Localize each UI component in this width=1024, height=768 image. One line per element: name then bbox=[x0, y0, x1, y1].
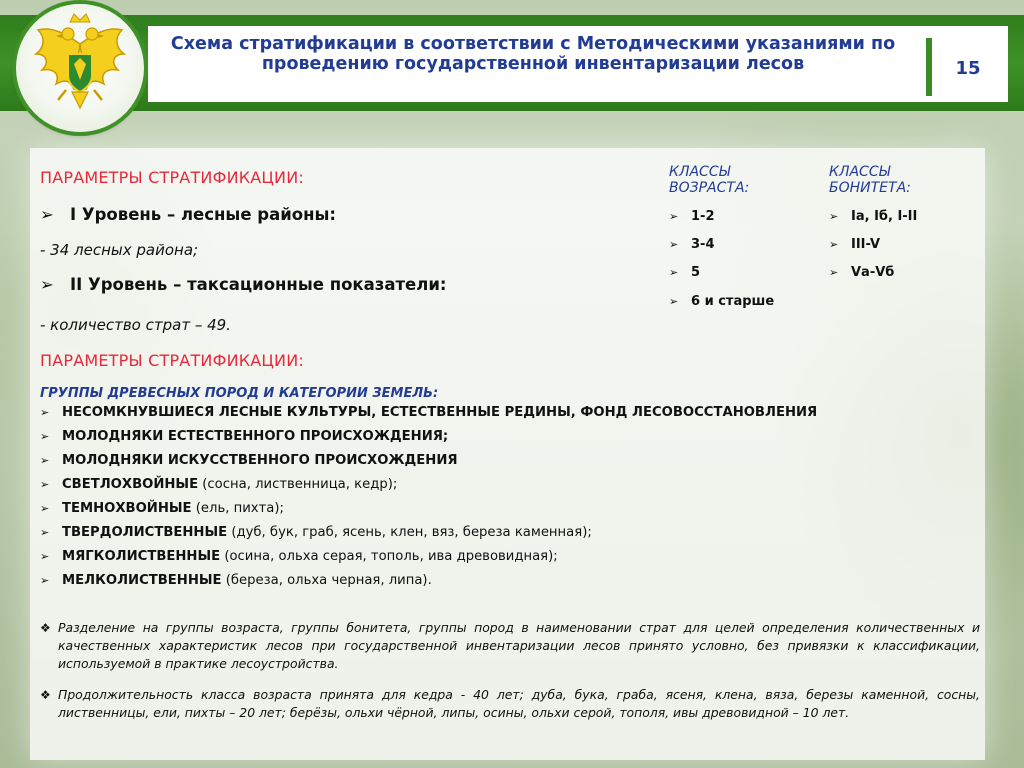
age-class-item: ➢ 5 bbox=[669, 265, 701, 280]
arrow-bullet-icon: ➢ bbox=[829, 210, 839, 223]
title-divider bbox=[926, 38, 932, 96]
list-item: ➢ ТЕМНОХВОЙНЫЕ (ель, пихта); bbox=[40, 501, 284, 516]
arrow-bullet-icon: ➢ bbox=[40, 478, 50, 491]
list-item: ➢ СВЕТЛОХВОЙНЫЕ (сосна, лиственница, кедр); bbox=[40, 477, 398, 492]
arrow-bullet-icon: ➢ bbox=[40, 406, 50, 419]
list-item: ➢ ТВЕРДОЛИСТВЕННЫЕ (дуб, бук, граб, ясень, клен, вяз, береза каменная); bbox=[40, 525, 592, 540]
list-item: ➢ МОЛОДНЯКИ ЕСТЕСТВЕННОГО ПРОИСХОЖДЕНИЯ; bbox=[40, 429, 449, 444]
arrow-bullet-icon: ➢ bbox=[40, 574, 50, 587]
age-class-item: ➢ 6 и старше bbox=[669, 294, 775, 309]
arrow-bullet-icon: ➢ bbox=[40, 550, 50, 563]
arrow-bullet-icon: ➢ bbox=[40, 502, 50, 515]
bonitet-class-item: ➢ III-V bbox=[829, 237, 881, 252]
arrow-bullet-icon: ➢ bbox=[669, 210, 679, 223]
bonitet-class-item: ➢ Vа-Vб bbox=[829, 265, 895, 280]
level2-line bbox=[40, 275, 446, 294]
list-item: ➢ МЯГКОЛИСТВЕННЫЕ (осина, ольха серая, тополь, ива древовидная); bbox=[40, 549, 558, 564]
diamond-bullet-icon: ❖ bbox=[40, 621, 51, 635]
list-item: ➢ МОЛОДНЯКИ ИСКУССТВЕННОГО ПРОИСХОЖДЕНИЯ bbox=[40, 453, 458, 468]
arrow-bullet-icon: ➢ bbox=[40, 275, 54, 294]
arrow-bullet-icon: ➢ bbox=[829, 238, 839, 251]
species-group-list bbox=[40, 405, 1000, 597]
arrow-bullet-icon: ➢ bbox=[829, 266, 839, 279]
arrow-bullet-icon: ➢ bbox=[40, 526, 50, 539]
arrow-bullet-icon: ➢ bbox=[40, 205, 54, 224]
level1-text: I Уровень – лесные районы: bbox=[70, 205, 337, 224]
arrow-bullet-icon: ➢ bbox=[669, 266, 679, 279]
level2-note: - количество страт – 49. bbox=[40, 316, 231, 334]
age-class-item: ➢ 3-4 bbox=[669, 237, 715, 252]
age-class-item: ➢ 1-2 bbox=[669, 209, 715, 224]
level1-note: - 34 лесных района; bbox=[40, 241, 199, 259]
slide-title: Схема стратификации в соответствии с Методическими указаниями по проведению государственной инвентаризации лесов bbox=[170, 34, 896, 74]
bonitet-classes-heading: КЛАССЫ БОНИТЕТА: bbox=[829, 164, 911, 196]
section2-heading: ПАРАМЕТРЫ СТРАТИФИКАЦИИ: bbox=[40, 351, 304, 370]
arrow-bullet-icon: ➢ bbox=[669, 238, 679, 251]
level1-line bbox=[40, 205, 336, 224]
bonitet-class-item: ➢ Iа, Iб, I-II bbox=[829, 209, 918, 224]
emblem-icon bbox=[16, 4, 144, 132]
note-paragraph bbox=[40, 619, 980, 673]
level2-text: II Уровень – таксационные показатели: bbox=[70, 275, 447, 294]
arrow-bullet-icon: ➢ bbox=[40, 430, 50, 443]
list-item: ➢ МЕЛКОЛИСТВЕННЫЕ (береза, ольха черная, липа). bbox=[40, 573, 432, 588]
section1-heading: ПАРАМЕТРЫ СТРАТИФИКАЦИИ: bbox=[40, 168, 304, 187]
list-item: ➢ НЕСОМКНУВШИЕСЯ ЛЕСНЫЕ КУЛЬТУРЫ, ЕСТЕСТВЕННЫЕ РЕДИНЫ, ФОНД ЛЕСОВОССТАНОВЛЕНИЯ bbox=[40, 405, 818, 420]
note-text: Продолжительность класса возраста принята для кедра - 40 лет; дуба, бука, граба, ясеня, клена, вяза, березы каменной, сосны, лиственницы, ели, пихты – 20 лет; берёзы, ольхи чёрной, липы, осины, ольхи серой, тополя, ивы древовидной – 10 лет. bbox=[58, 687, 980, 720]
arrow-bullet-icon: ➢ bbox=[40, 454, 50, 467]
age-classes-heading: КЛАССЫ ВОЗРАСТА: bbox=[669, 164, 750, 196]
note-paragraph bbox=[40, 686, 980, 722]
note-text: Разделение на группы возраста, группы бонитета, группы пород в наименовании страт для целей определения количественных и качественных характеристик лесов при государственной инвентаризации лесов принято условно, без привязки к классификации, используемой в практике лесоустройства. bbox=[58, 620, 980, 671]
diamond-bullet-icon: ❖ bbox=[40, 688, 51, 702]
arrow-bullet-icon: ➢ bbox=[669, 295, 679, 308]
page-number: 15 bbox=[955, 58, 981, 79]
section2-subheading: ГРУППЫ ДРЕВЕСНЫХ ПОРОД И КАТЕГОРИИ ЗЕМЕЛЬ: bbox=[40, 386, 439, 401]
